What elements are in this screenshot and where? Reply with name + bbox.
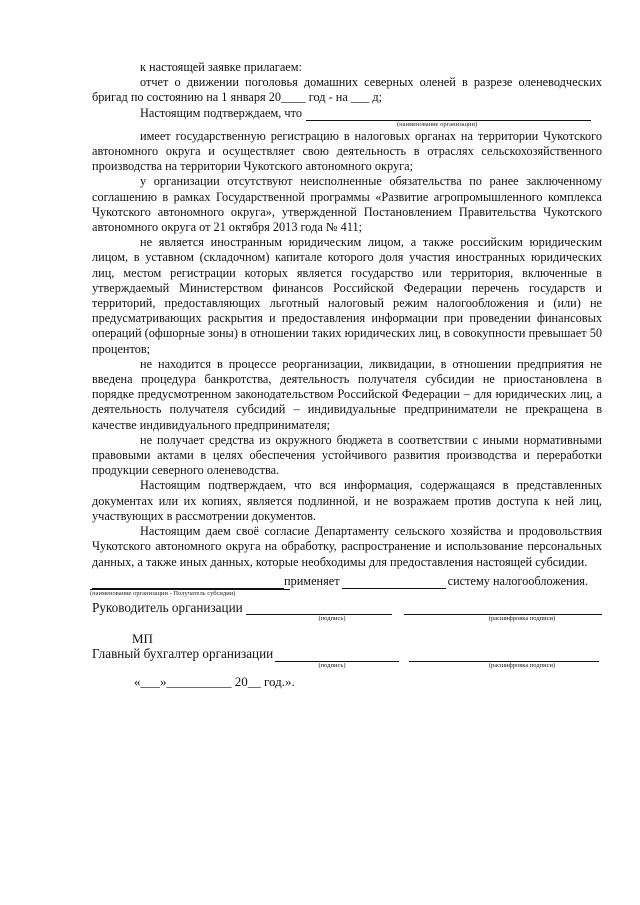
- reorganization-statement: не находится в процессе реорганизации, ликвидации, в отношении предприятия не введена процедура банкротства, деятельность получателя субсидии не приостановлена в порядке предусмотренном законодательством Российской Федерации – для юридических лиц, а деятельность получателя субсидий – индивидуальные предприниматели не прекращена в качестве индивидуального предпринимателя;: [92, 356, 602, 432]
- head-decode-blank[interactable]: [404, 602, 602, 615]
- tax-applies-text: применяет: [284, 573, 340, 588]
- date-line: «___»__________ 20__ год.».: [134, 673, 295, 689]
- authenticity-statement: Настоящим подтверждаем, что вся информация, содержащаяся в представленных документах или их копиях, является подлинной, и не возражаем против доступа к ней лиц, участвующих в рассмотрении документов.: [92, 478, 602, 523]
- head-signature-caption: (подпись): [318, 615, 346, 623]
- tax-system-text: систему налогообложения.: [447, 573, 589, 588]
- accountant-captions: [92, 662, 602, 670]
- accountant-decode-caption: (расшифровка подписи): [488, 661, 556, 669]
- tax-system-blank[interactable]: [342, 576, 446, 589]
- tax-system-line: [92, 574, 602, 589]
- document-page: [92, 60, 602, 689]
- confirm-prefix: Настоящим подтверждаем, что: [140, 105, 302, 120]
- obligations-statement: у организации отсутствуют неисполненные обязательства по ранее заключенному соглашению в рамках Государственной программы «Развитие агропромышленного комплекса Чукотского автономного округа», утвержденной Постановлением Правительства Чукотского автономного округа от 21 октября 2013 года № 411;: [92, 174, 602, 235]
- tax-org-blank[interactable]: [92, 576, 284, 589]
- org-name-blank[interactable]: [306, 108, 591, 121]
- accountant-signature-blank[interactable]: [275, 649, 399, 662]
- head-signature-row: [92, 600, 602, 615]
- head-signature-blank[interactable]: [246, 602, 392, 615]
- budget-funds-statement: не получает средства из окружного бюджета в соответствии с иными нормативными правовыми актами в целях обеспечения устойчивого развития производства и переработки продукции северного оленеводства.: [92, 432, 602, 478]
- consent-statement: Настоящим даем своё согласие Департаменту сельского хозяйства и продовольствия Чукотского автономного округа на обработку, распространение и использование персональных данных, а также иных данных, которые необходимы для предоставления настоящей субсидии.: [92, 524, 602, 569]
- confirm-org-line: [92, 106, 602, 121]
- accountant-signature-row: [92, 646, 602, 661]
- head-label: Руководитель организации: [92, 599, 243, 615]
- tax-org-caption: (наименование организации - Получатель субсидии): [90, 589, 290, 598]
- attachment-report-item: отчет о движении поголовья домашних северных оленей в разрезе оленеводческих бригад по состоянию на 1 января 20____ год - на ___ д;: [92, 75, 602, 105]
- registration-statement: имеет государственную регистрацию в налоговых органах на территории Чукотского автономного округа и осуществляет свою деятельность в отраслях сельскохозяйственного производства на территории Чукотского автономного округа;: [92, 128, 602, 174]
- accountant-label: Главный бухгалтер организации: [92, 646, 274, 662]
- accountant-decode-blank[interactable]: [409, 649, 599, 662]
- attachment-intro: к настоящей заявке прилагаем:: [140, 60, 302, 74]
- head-captions: [92, 615, 602, 623]
- accountant-signature-caption: (подпись): [318, 661, 346, 669]
- foreign-entity-statement: не является иностранным юридическим лицом, а также российским юридическим лицом, в уставном (складочном) капитале которого доля участия иностранных юридических лиц, местом регистрации которых является государство или территория, включенные в утверждаемый Министерством финансов Российской Федерации перечень государств и территорий, предоставляющих льготный налоговый режим налогообложения и (или) не предусматривающих раскрытия и предоставления информации при проведении финансовых операций (офшорные зоны) в отношении таких юридических лиц, в совокупности превышает 50 процентов;: [92, 235, 602, 356]
- stamp-placeholder: МП: [132, 631, 153, 647]
- org-name-caption: (наименование организации): [397, 120, 478, 128]
- head-decode-caption: (расшифровка подписи): [488, 615, 556, 623]
